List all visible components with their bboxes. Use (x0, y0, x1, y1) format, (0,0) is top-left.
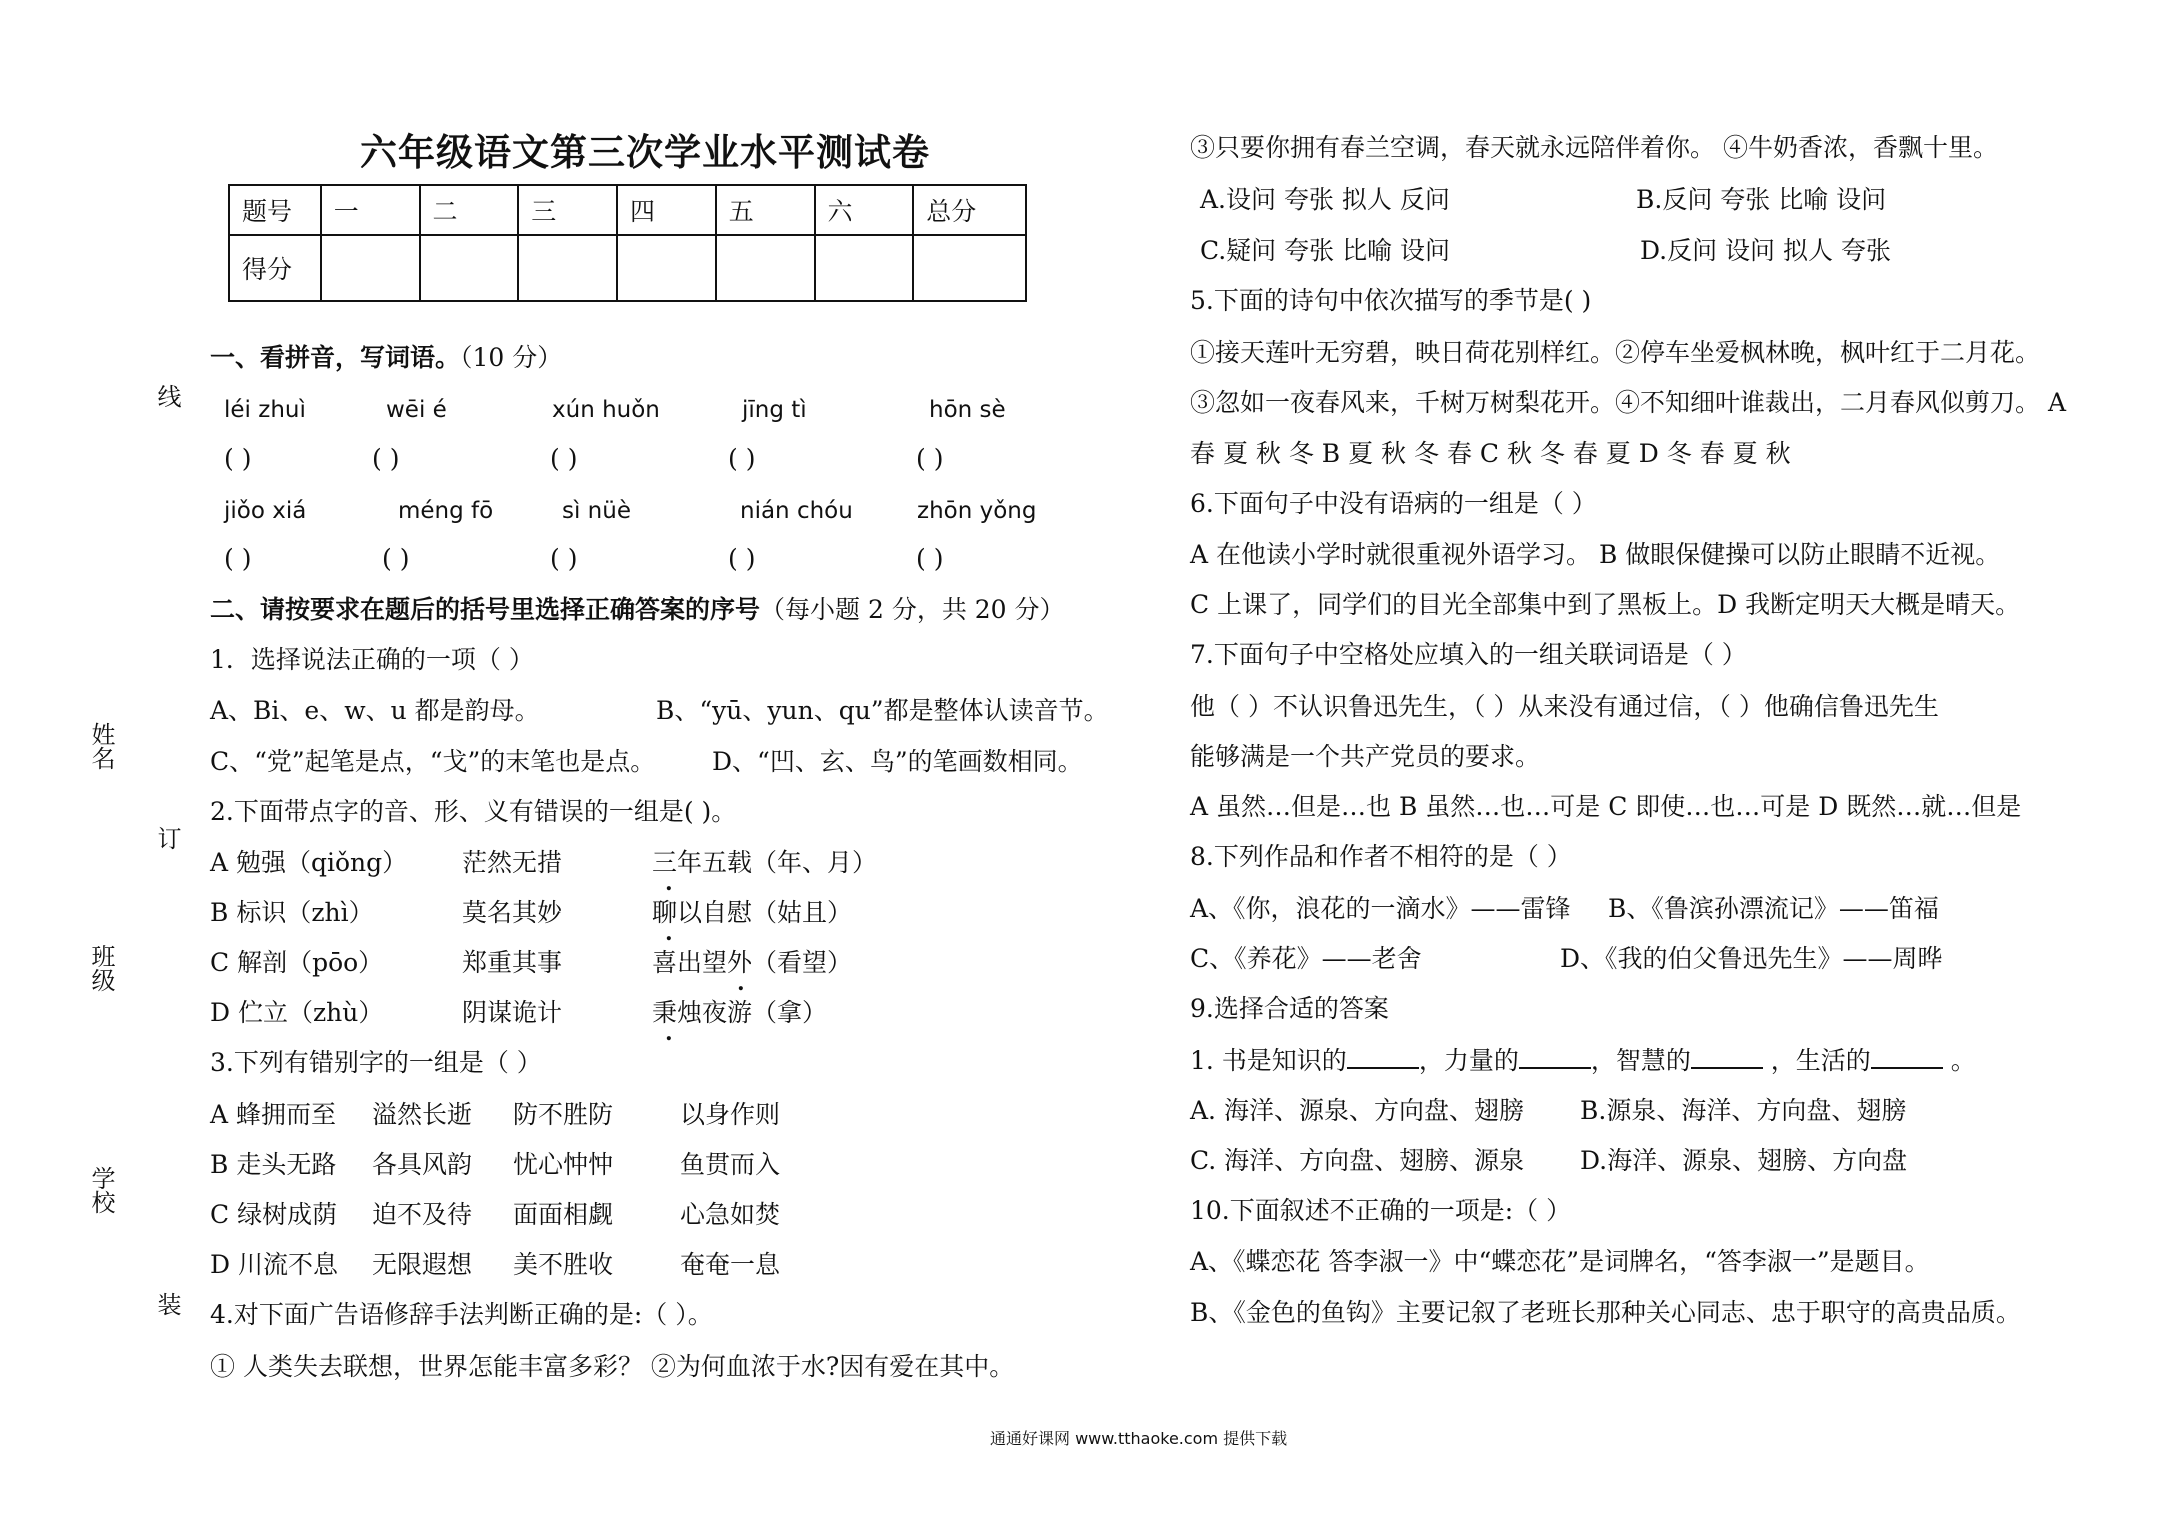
pinyin-item: hōn sè (929, 397, 1006, 423)
option-row-col2: 茫然无措 (462, 848, 563, 877)
option-a: A. 海洋、源泉、方向盘、翅膀 (1190, 1096, 1524, 1125)
question-item: ① 人类失去联想，世界怎能丰富多彩？ ②为何血浓于水?因有爱在其中。 (210, 1352, 1015, 1381)
question-item: ③忽如一夜春风来，千树万树梨花开。④不知细叶谁裁出，二月春风似剪刀。 A (1190, 388, 2067, 417)
pinyin-item: zhōn yǒng (917, 498, 1037, 524)
question-stem: 2.下面带点字的音、形、义有错误的一组是( )。 (210, 797, 737, 826)
option-row-col1: A 勉强（qiǒng） (210, 848, 408, 877)
pinyin-item: xún huǒn (552, 397, 660, 423)
section-heading-text: 二、请按要求在题后的括号里选择正确答案的序号 (210, 595, 761, 624)
option-d: D、《我的伯父鲁迅先生》——周晔 (1560, 944, 1943, 973)
question-item: C 上课了，同学们的目光全部集中到了黑板上。D 我断定明天大概是晴天。 (1190, 590, 2021, 619)
question-item: ③只要你拥有春兰空调，春天就永远陪伴着你。 ④牛奶香浓，香飘十里。 (1190, 133, 1998, 162)
emphasis-dot-icon: . (665, 870, 673, 896)
binding-label-class: 班级 (87, 944, 115, 992)
fill-blank[interactable] (1871, 1045, 1943, 1069)
question-stem: 4.对下面广告语修辞手法判断正确的是:（ ）。 (210, 1300, 713, 1329)
fill-blank[interactable] (1519, 1045, 1591, 1069)
binding-label-zhuang: 装 (153, 1292, 181, 1316)
binding-label-school: 学校 (87, 1166, 115, 1214)
emphasis-dot-icon: . (737, 970, 745, 996)
score-cell[interactable] (913, 235, 1026, 301)
question-item: A 在他读小学时就很重视外语学习。 B 做眼保健操可以防止眼睛不近视。 (1190, 540, 2001, 569)
fill-blank[interactable] (1691, 1045, 1763, 1069)
option-d: D、“凹、玄、鸟”的笔画数相同。 (712, 747, 1083, 776)
score-table-header-row (229, 185, 1026, 235)
score-cell[interactable] (518, 235, 617, 301)
option-row-col1: D 川流不息 (210, 1250, 338, 1279)
option-c: C.疑问 夸张 比喻 设问 (1200, 236, 1451, 265)
question-item: A 虽然…但是…也 B 虽然…也…可是 C 即使…也…可是 D 既然…就…但是 (1190, 792, 2022, 821)
sentence-part: ，生活的 (1762, 1046, 1871, 1075)
option-row-col4: 奄奄一息 (680, 1250, 781, 1279)
pinyin-item: méng fō (398, 498, 494, 524)
option-b: B、“yū、yun、qu”都是整体认读音节。 (656, 696, 1109, 725)
table-header-cell: 四 (617, 185, 716, 235)
question-stem: 9.选择合适的答案 (1190, 994, 1389, 1023)
option-row-col2: 迫不及待 (372, 1200, 473, 1229)
section-points: （每小题 2 分，共 20 分） (760, 595, 1065, 624)
binding-label-xian: 线 (153, 384, 181, 408)
option-row-col3: 喜出望外（看望） (652, 948, 853, 977)
option-b: B.源泉、海洋、方向盘、翅膀 (1580, 1096, 1907, 1125)
option-b: B、《鲁滨孙漂流记》——笛福 (1608, 894, 1939, 923)
option-row-col1: A 蜂拥而至 (210, 1100, 337, 1129)
option-row-col2: 无限遐想 (372, 1250, 473, 1279)
option-row-col2: 莫名其妙 (462, 898, 563, 927)
answer-bracket[interactable]: ( ) (916, 444, 944, 473)
option-row-col3: 忧心忡忡 (513, 1150, 614, 1179)
question-item: 春 夏 秋 冬 B 夏 秋 冬 春 C 秋 冬 春 夏 D 冬 春 夏 秋 (1190, 439, 1791, 468)
score-cell[interactable] (420, 235, 519, 301)
exam-title: 六年级语文第三次学业水平测试卷 (360, 130, 930, 174)
fill-blank[interactable] (1347, 1045, 1419, 1069)
answer-bracket[interactable]: ( ) (382, 544, 410, 573)
option-row-col3: 美不胜收 (513, 1250, 614, 1279)
option-row-col4: 心急如焚 (680, 1200, 781, 1229)
fill-in-sentence (1190, 1044, 1976, 1078)
answer-bracket[interactable]: ( ) (728, 544, 756, 573)
score-cell[interactable] (815, 235, 914, 301)
answer-bracket[interactable]: ( ) (916, 544, 944, 573)
section-heading-text: 一、看拼音，写词语。 (210, 343, 461, 372)
pinyin-item: nián chóu (740, 498, 853, 524)
option-row-col3: 三年五载（年、月） (652, 848, 878, 877)
option-row-col2: 溢然长逝 (372, 1100, 473, 1129)
section1-heading (210, 341, 562, 375)
answer-bracket[interactable]: ( ) (550, 544, 578, 573)
option-d: D.反问 设问 拟人 夸张 (1640, 236, 1891, 265)
option-a: A、《你，浪花的一滴水》——雷锋 (1190, 894, 1571, 923)
answer-bracket[interactable]: ( ) (728, 444, 756, 473)
option-row-col1: C 解剖（pōo） (210, 948, 384, 977)
question-stem: 8.下列作品和作者不相符的是（ ） (1190, 842, 1572, 871)
option-b: B、《金色的鱼钩》主要记叙了老班长那种关心同志、忠于职守的高贵品质。 (1190, 1298, 2021, 1327)
option-a: A、Bi、e、w、u 都是韵母。 (210, 696, 540, 725)
sentence-part: 1. 书是知识的 (1190, 1046, 1347, 1075)
option-row-col1: D 伫立（zhù） (210, 998, 384, 1027)
option-b: B.反问 夸张 比喻 设问 (1636, 185, 1887, 214)
pinyin-item: wēi é (386, 397, 447, 423)
footer-credit: 通通好课网 www.tthaoke.com 提供下载 (990, 1429, 1288, 1448)
score-table-score-row (229, 235, 1026, 301)
score-cell[interactable] (716, 235, 815, 301)
option-row-col4: 鱼贯而入 (680, 1150, 781, 1179)
score-cell[interactable] (617, 235, 716, 301)
option-c: C、“党”起笔是点，“戈”的末笔也是点。 (210, 747, 656, 776)
question-stem: 5.下面的诗句中依次描写的季节是( ) (1190, 286, 1592, 315)
score-cell[interactable] (321, 235, 420, 301)
question-stem: 7.下面句子中空格处应填入的一组关联词语是（ ） (1190, 640, 1747, 669)
option-c: C、《养花》——老舍 (1190, 944, 1422, 973)
question-stem: 10.下面叙述不正确的一项是:（ ） (1190, 1196, 1572, 1225)
binding-label-ding: 订 (153, 826, 181, 850)
table-header-cell: 一 (321, 185, 420, 235)
option-a: A.设问 夸张 拟人 反问 (1200, 185, 1450, 214)
option-c: C. 海洋、方向盘、翅膀、源泉 (1190, 1146, 1525, 1175)
question-stem: 1．选择说法正确的一项（ ） (210, 645, 534, 674)
table-header-cell: 六 (815, 185, 914, 235)
section2-heading (210, 593, 1065, 627)
option-row-col2: 郑重其事 (462, 948, 563, 977)
table-header-cell: 二 (420, 185, 519, 235)
option-row-col3: 秉烛夜游（拿） (652, 998, 828, 1027)
table-header-cell: 总分 (913, 185, 1026, 235)
binding-label-name: 姓名 (87, 722, 115, 770)
answer-bracket[interactable]: ( ) (224, 444, 252, 473)
question-item: 他（ ）不认识鲁迅先生，（ ）从来没有通过信，（ ）他确信鲁迅先生 (1190, 692, 1939, 721)
answer-bracket[interactable]: ( ) (224, 544, 252, 573)
option-row-col4: 以身作则 (680, 1100, 781, 1129)
answer-bracket[interactable]: ( ) (372, 444, 400, 473)
question-stem: 6.下面句子中没有语病的一组是（ ） (1190, 489, 1597, 518)
table-row-label: 得分 (229, 235, 321, 301)
option-row-col2: 各具风韵 (372, 1150, 473, 1179)
table-header-cell: 题号 (229, 185, 321, 235)
option-d: D.海洋、源泉、翅膀、方向盘 (1580, 1146, 1908, 1175)
sentence-part: 。 (1942, 1046, 1976, 1075)
table-header-cell: 五 (716, 185, 815, 235)
sentence-part: ，力量的 (1418, 1046, 1519, 1075)
pinyin-item: sì nüè (562, 498, 631, 524)
score-table (228, 184, 1027, 302)
pinyin-item: léi zhuì (224, 397, 306, 423)
question-item: 能够满是一个共产党员的要求。 (1190, 742, 1541, 771)
option-a: A、《蝶恋花 答李淑一》中“蝶恋花”是词牌名，“答李淑一”是题目。 (1190, 1247, 1930, 1276)
option-row-col2: 阴谋诡计 (462, 998, 563, 1027)
option-row-col3: 防不胜防 (513, 1100, 614, 1129)
section-points: （10 分） (460, 343, 563, 372)
option-row-col1: C 绿树成荫 (210, 1200, 338, 1229)
emphasis-dot-icon: . (665, 920, 673, 946)
emphasis-dot-icon: . (665, 1020, 673, 1046)
option-row-col1: B 标识（zhì） (210, 898, 374, 927)
answer-bracket[interactable]: ( ) (550, 444, 578, 473)
question-stem: 3.下列有错别字的一组是（ ） (210, 1048, 542, 1077)
pinyin-item: jiǒo xiá (224, 498, 307, 524)
sentence-part: ，智慧的 (1590, 1046, 1691, 1075)
question-item: ①接天莲叶无穷碧，映日荷花别样红。②停车坐爱枫林晚，枫叶红于二月花。 (1190, 338, 2041, 367)
pinyin-item: jīng tì (742, 397, 807, 423)
option-row-col3: 聊以自慰（姑且） (652, 898, 853, 927)
table-header-cell: 三 (518, 185, 617, 235)
option-row-col3: 面面相觑 (513, 1200, 614, 1229)
option-row-col1: B 走头无路 (210, 1150, 337, 1179)
